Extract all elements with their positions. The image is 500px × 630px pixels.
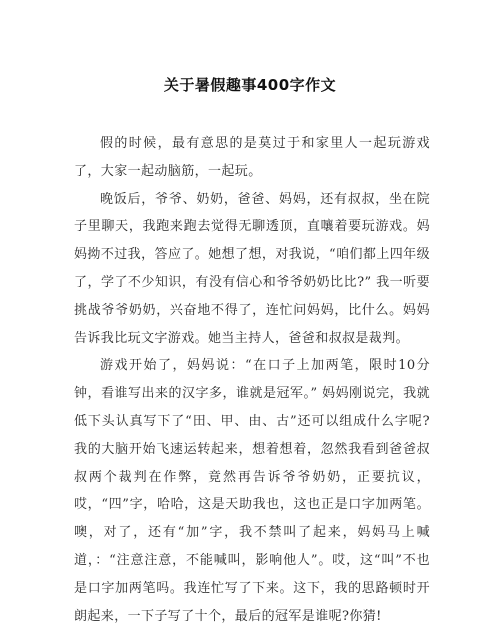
document-title: 关于暑假趣事400字作文 [163,76,337,94]
paragraph: 游戏开始了，妈妈说：“在口子上加两笔，限时10分钟，看谁写出来的汉字多，谁就是冠军。” 妈妈刚说完，我就低下头认真写下了“田、甲、由、古”还可以组成什么字呢?我的大脑开始飞速运转起来，想着想着，忽然我看到爸爸叔叔两个裁判在作弊，竟然再告诉爷爷奶奶，正要抗议，哎，“四”字，哈哈，这是天助我也，这也正是口字加两笔。噢，对了，还有“加”字，我不禁叫了起来，妈妈马上喊道，：“注意注意，不能喊叫，影响他人”。哎，这“叫”不也是口字加两笔吗。我连忙写了下来。这下，我的思路顿时开朗起来，一下子写了十个，最后的冠军是谁呢?你猜! [74,358,430,624]
paragraph: 假的时候，最有意思的是莫过于和家里人一起玩游戏了，大家一起动脑筋，一起玩。 [74,136,430,179]
document-body [74,130,430,630]
paragraph: 晚饭后，爷爷、奶奶，爸爸、妈妈，还有叔叔，坐在院子里聊天，我跑来跑去觉得无聊透顶，直嚷着要玩游戏。妈妈拗不过我，答应了。她想了想，对我说，“咱们都上四年级了，学了不少知识，有没有信心和爷爷奶奶比比?” 我一听要挑战爷爷奶奶，兴奋地不得了，连忙问妈妈，比什么。妈妈告诉我比玩文字游戏。她当主持人，爸爸和叔叔是裁判。 [74,191,430,346]
